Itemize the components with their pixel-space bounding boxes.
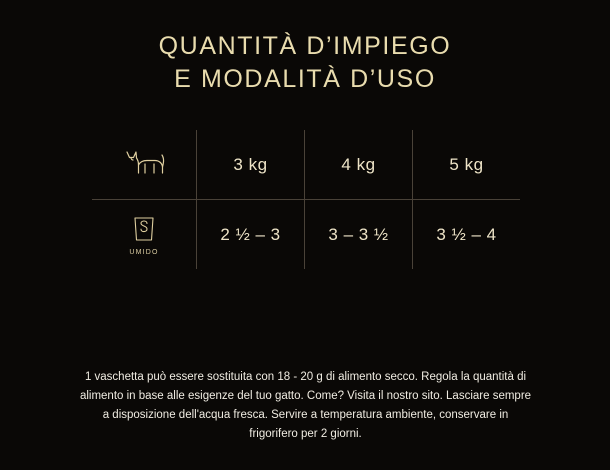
cat-icon	[121, 147, 167, 182]
row-icon-label: UMIDO	[129, 248, 159, 256]
table-cell: 5 kg	[412, 130, 520, 199]
table-cell: 3 kg	[196, 130, 304, 199]
row-icon-cell-wet-food	[92, 200, 196, 269]
row-icon-cell-cat	[92, 130, 196, 199]
table-cell: 3 – 3 ½	[304, 200, 412, 269]
table-cell: 4 kg	[304, 130, 412, 199]
table-row	[92, 199, 520, 269]
page-title	[0, 30, 610, 96]
page-title-line-1: QUANTITÀ D’IMPIEGO	[158, 32, 452, 60]
footer-note: 1 vaschetta può essere sostituita con 18 - 20 g di alimento secco. Regola la quantità di alimento in base alle esigenze del tuo gatto. Come? Visita il nostro sito. Lasciare sempre a disposizione dell'acqua fresca. Servire a temperatura ambiente, conservare in frigorifero per 2 giorni.	[79, 371, 532, 440]
table-cell: 3 ½ – 4	[412, 200, 520, 269]
page-title-line-2: E MODALITÀ D’USO	[174, 65, 436, 93]
wet-food-tray-icon	[129, 214, 158, 256]
table-cell: 2 ½ – 3	[196, 200, 304, 269]
table-row	[92, 130, 520, 199]
feeding-table	[92, 130, 520, 270]
